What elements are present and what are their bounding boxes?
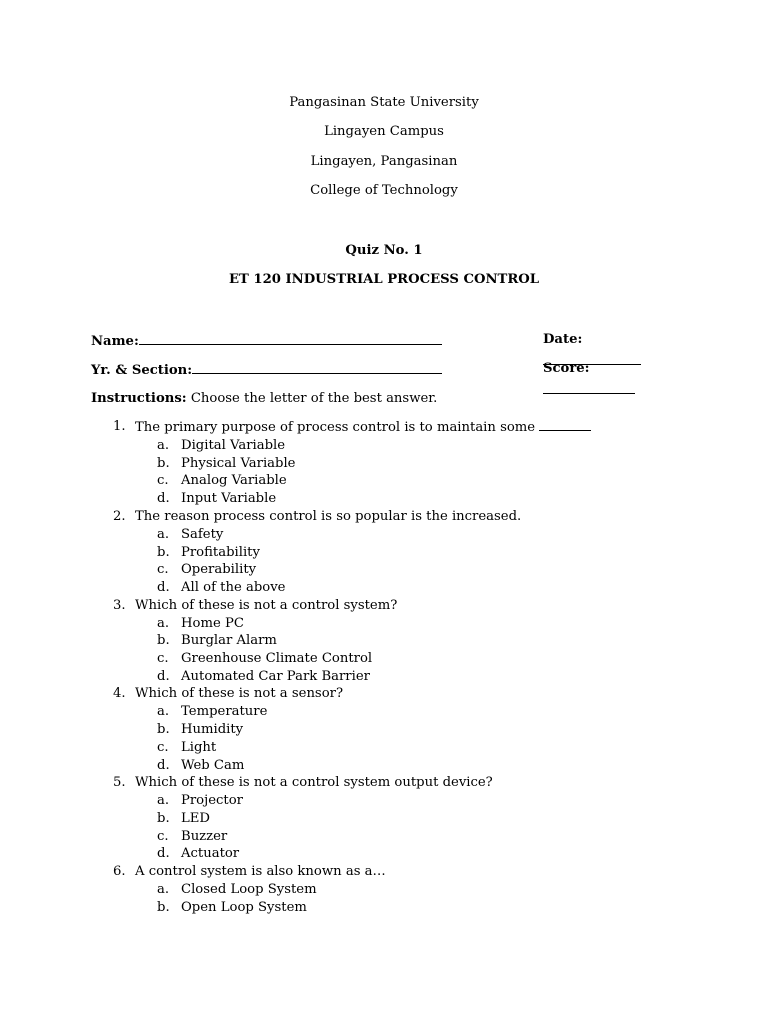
choice-item xyxy=(135,650,691,668)
choice-item xyxy=(135,561,691,579)
choice-item xyxy=(135,544,691,562)
question-item xyxy=(91,418,691,508)
choice-text: Analog Variable xyxy=(181,473,287,489)
choice-letter: b. xyxy=(157,810,170,826)
date-label: Date: xyxy=(543,332,583,347)
choice-letter: a. xyxy=(157,526,170,542)
choice-text: Actuator xyxy=(181,846,240,862)
choice-item xyxy=(135,579,691,597)
choice-letter: c. xyxy=(157,562,169,578)
choice-letter: b. xyxy=(157,455,170,471)
choice-text: Profitability xyxy=(181,544,260,560)
section-field xyxy=(91,359,442,381)
choice-text: Projector xyxy=(181,793,243,809)
document-header xyxy=(0,93,768,210)
choice-letter: c. xyxy=(157,473,169,489)
choice-letter: d. xyxy=(157,757,170,773)
name-date-row xyxy=(91,330,677,350)
choice-item xyxy=(135,757,691,775)
instructions-text: Choose the letter of the best answer. xyxy=(190,391,438,406)
question-text: Which of these is not a sensor? xyxy=(135,686,344,702)
choice-text: Input Variable xyxy=(181,491,277,507)
choice-list xyxy=(135,881,691,916)
choice-letter: a. xyxy=(157,615,170,631)
choice-item xyxy=(135,828,691,846)
question-text-line xyxy=(135,598,397,613)
choice-letter: c. xyxy=(157,651,169,667)
score-blank-line xyxy=(543,379,635,394)
question-item xyxy=(91,685,691,774)
choice-letter: b. xyxy=(157,722,170,738)
instructions-label: Instructions: xyxy=(91,391,187,406)
choice-letter: c. xyxy=(157,739,169,755)
question-text: The primary purpose of process control is to maintain some xyxy=(135,420,536,435)
question-item xyxy=(91,597,691,686)
question-text: Which of these is not a control system? xyxy=(135,597,398,613)
instructions xyxy=(91,389,437,409)
choice-text: Physical Variable xyxy=(181,455,296,471)
answer-blank-line xyxy=(539,418,591,431)
choice-item xyxy=(135,437,691,455)
question-text: A control system is also known as a… xyxy=(135,864,386,880)
document-title xyxy=(0,241,768,300)
name-field xyxy=(91,330,442,352)
question-number: 6. xyxy=(113,864,126,880)
choice-item xyxy=(135,668,691,686)
choice-item xyxy=(135,632,691,650)
choice-text: LED xyxy=(181,810,210,826)
score-label: Score: xyxy=(543,361,590,376)
choice-text: Closed Loop System xyxy=(181,882,317,898)
choice-item xyxy=(135,455,691,473)
campus-name: Lingayen Campus xyxy=(324,124,444,140)
question-text: The reason process control is so popular is the increased. xyxy=(135,508,522,524)
question-number: 4. xyxy=(113,686,126,702)
question-text-line xyxy=(135,686,343,701)
choice-letter: d. xyxy=(157,668,170,684)
choice-letter: b. xyxy=(157,899,170,915)
choice-item xyxy=(135,490,691,508)
name-label: Name: xyxy=(91,334,139,349)
choice-item xyxy=(135,792,691,810)
choice-text: Safety xyxy=(181,526,224,542)
choice-letter: a. xyxy=(157,793,170,809)
choice-text: Temperature xyxy=(181,704,268,720)
choice-item xyxy=(135,721,691,739)
choice-text: Automated Car Park Barrier xyxy=(181,668,370,684)
choice-item xyxy=(135,526,691,544)
university-name: Pangasinan State University xyxy=(289,95,479,110)
choice-text: Web Cam xyxy=(181,757,245,773)
choice-text: Humidity xyxy=(181,722,244,738)
choice-item xyxy=(135,472,691,490)
choice-text: Operability xyxy=(181,562,257,578)
choice-list xyxy=(135,615,691,686)
choice-text: Home PC xyxy=(181,615,244,631)
campus-location: Lingayen, Pangasinan xyxy=(310,153,458,169)
choice-letter: a. xyxy=(157,882,170,898)
choice-text: Buzzer xyxy=(181,828,228,844)
section-blank-line xyxy=(192,359,442,374)
course-title: ET 120 INDUSTRIAL PROCESS CONTROL xyxy=(228,272,540,288)
choice-letter: a. xyxy=(157,704,170,720)
choice-letter: a. xyxy=(157,438,170,453)
section-score-row xyxy=(91,359,677,379)
choice-text: Digital Variable xyxy=(181,438,286,453)
question-number: 1. xyxy=(113,419,126,434)
question-number: 5. xyxy=(113,775,126,791)
name-blank-line xyxy=(139,330,442,345)
choice-letter: c. xyxy=(157,828,169,844)
question-item xyxy=(91,774,691,863)
question-text: Which of these is not a control system output device? xyxy=(135,775,493,791)
question-list xyxy=(91,418,691,916)
choice-letter: b. xyxy=(157,544,170,560)
choice-item xyxy=(135,845,691,863)
quiz-number: Quiz No. 1 xyxy=(345,243,423,258)
question-number: 2. xyxy=(113,508,126,524)
question-text-line xyxy=(135,420,591,435)
choice-letter: b. xyxy=(157,633,170,649)
choice-list xyxy=(135,526,691,597)
choice-letter: d. xyxy=(157,579,170,595)
question-item xyxy=(91,863,691,916)
choice-item xyxy=(135,810,691,828)
choice-item xyxy=(135,881,691,899)
question-number: 3. xyxy=(113,597,126,613)
choice-item xyxy=(135,739,691,757)
choice-text: All of the above xyxy=(181,579,286,595)
college-name: College of Technology xyxy=(310,182,458,198)
question-item xyxy=(91,508,691,597)
section-label: Yr. & Section: xyxy=(91,363,193,378)
choice-list xyxy=(135,437,691,508)
choice-letter: d. xyxy=(157,491,170,507)
choice-letter: d. xyxy=(157,846,170,862)
choice-item xyxy=(135,615,691,633)
choice-text: Burglar Alarm xyxy=(181,633,277,649)
question-text-line xyxy=(135,864,386,879)
choice-item xyxy=(135,703,691,721)
choice-list xyxy=(135,792,691,863)
choice-item xyxy=(135,899,691,917)
choice-list xyxy=(135,703,691,774)
choice-text: Open Loop System xyxy=(181,899,307,915)
question-text-line xyxy=(135,509,521,524)
score-field xyxy=(543,359,677,401)
question-text-line xyxy=(135,775,493,790)
choice-text: Light xyxy=(181,739,217,755)
choice-text: Greenhouse Climate Control xyxy=(181,651,373,667)
